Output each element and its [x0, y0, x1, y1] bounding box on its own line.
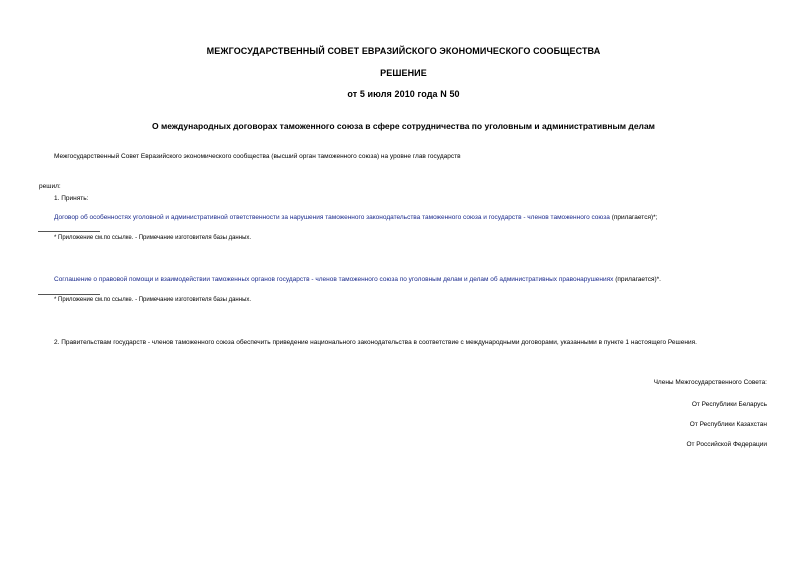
signature-belarus: От Республики Беларусь [691, 401, 767, 408]
intro-paragraph: Межгосударственный Совет Евразийского экономического сообщества (высший орган таможенного союза) на уровне глав государств [54, 153, 461, 160]
item-1-label: 1. Принять: [54, 195, 89, 202]
document-date-number: от 5 июля 2010 года N 50 [347, 89, 460, 99]
signature-kazakhstan: От Республики Казахстан [689, 421, 767, 428]
footnote-1-divider [38, 231, 100, 232]
agreement-2-line [54, 276, 661, 283]
agreement-2-link[interactable]: Соглашение о правовой помощи и взаимодействии таможенных органов государств - членов таможенного союза по уголовным делам и делам об административных правонарушениях [54, 276, 614, 283]
footnote-2: * Приложение см.по ссылке. - Примечание изготовителя базы данных. [54, 297, 252, 303]
decided-label: решил: [39, 183, 61, 190]
document-title: О международных договорах таможенного союза в сфере сотрудничества по уголовным и административным делам [152, 121, 655, 131]
council-heading: МЕЖГОСУДАРСТВЕННЫЙ СОВЕТ ЕВРАЗИЙСКОГО ЭКОНОМИЧЕСКОГО СООБЩЕСТВА [206, 46, 601, 56]
agreement-1-suffix: (прилагается)*; [609, 214, 658, 221]
agreement-1-line [54, 214, 657, 221]
agreement-1-link[interactable]: Договор об особенностях уголовной и административной ответственности за нарушения таможенного законодательства таможенного союза и государств - членов таможенного союза [54, 214, 610, 221]
signatures-heading: Члены Межгосударственного Совета: [653, 379, 767, 386]
item-2-paragraph: 2. Правительствам государств - членов таможенного союза обеспечить приведение национального законодательства в соответствие с международными договорами, указанными в пункте 1 настоящего Решения. [54, 339, 697, 346]
footnote-1: * Приложение см.по ссылке. - Примечание изготовителя базы данных. [54, 235, 252, 241]
agreement-2-suffix: (прилагается)*. [613, 276, 661, 283]
signature-russia: От Российской Федерации [686, 441, 767, 448]
document-type: РЕШЕНИЕ [380, 68, 427, 78]
footnote-2-divider [38, 294, 100, 295]
